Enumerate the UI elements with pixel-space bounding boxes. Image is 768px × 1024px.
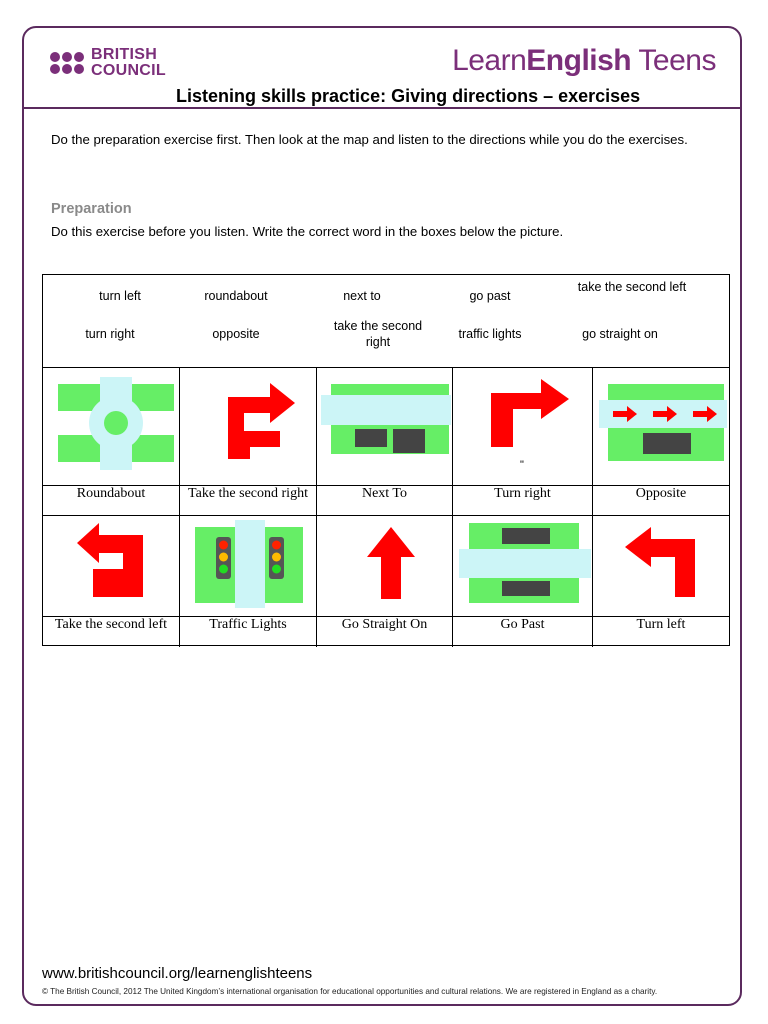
answer-label: Turn right: [494, 486, 551, 501]
answer-label: Turn left: [636, 617, 686, 632]
opposite-picture: [593, 367, 729, 485]
word-bank-item: go past: [469, 289, 511, 303]
intro-text: Do the preparation exercise first. Then look at the map and listen to the directions while you do the exercises.: [51, 132, 688, 147]
logo-dots-icon: [50, 52, 84, 74]
picture-cell-second-right: [180, 367, 317, 515]
row-divider: [43, 485, 729, 486]
word-bank-item: turn right: [85, 327, 135, 341]
answer-label: Take the second left: [54, 617, 168, 632]
word-bank-item: take the second right: [333, 319, 423, 349]
header-rule: [22, 107, 742, 109]
answer-label: Traffic Lights: [209, 617, 287, 632]
answer-label: Roundabout: [76, 486, 146, 501]
logo-line-2: COUNCIL: [91, 62, 166, 79]
page-title: Listening skills practice: Giving directions – exercises: [176, 86, 641, 106]
picture-cell-opposite: [593, 367, 729, 515]
answer-label: Opposite: [635, 486, 687, 501]
preparation-instruction: Do this exercise before you listen. Write the correct word in the boxes below the picture.: [51, 224, 564, 239]
logo-learn: Learn: [452, 44, 527, 77]
word-bank-item: next to: [343, 289, 381, 303]
second-right-arrow-picture: [180, 367, 317, 485]
picture-cell-next-to: [317, 367, 453, 515]
picture-cell-turn-right: [453, 367, 593, 515]
picture-cell-traffic-lights: [180, 515, 317, 647]
answer-label: Go Straight On: [341, 617, 428, 632]
word-bank-item: go straight on: [582, 327, 658, 341]
footer-copyright: © The British Council, 2012 The United Kingdom’s international organisation for educational opportunities and cultural relations. We are registered in England as a charity.: [42, 987, 658, 996]
picture-cell-turn-left: [593, 515, 729, 647]
word-bank-item: opposite: [212, 327, 260, 341]
british-council-logo: [50, 45, 166, 81]
word-bank-item: turn left: [99, 289, 141, 303]
answer-label: Take the second right: [188, 486, 308, 501]
word-bank-item: take the second left: [577, 280, 687, 294]
word-bank-item: traffic lights: [458, 327, 522, 341]
exercise-table: [42, 274, 730, 646]
second-left-arrow-picture: [43, 515, 180, 616]
preparation-heading: Preparation: [51, 201, 132, 217]
learnenglish-teens-logo: [452, 44, 716, 78]
logo-line-1: BRITISH: [91, 46, 158, 63]
turn-left-arrow-picture: [593, 515, 729, 616]
row-divider: [43, 616, 729, 617]
roundabout-picture: [43, 367, 180, 485]
word-bank: [43, 275, 729, 368]
go-past-picture: [453, 515, 593, 616]
picture-cell-roundabout: [43, 367, 180, 515]
traffic-lights-picture: [180, 515, 317, 616]
logo-english: English: [526, 44, 632, 77]
answer-label: Go Past: [500, 617, 545, 632]
next-to-picture: [317, 367, 453, 485]
picture-cell-second-left: [43, 515, 180, 647]
picture-cell-go-past: [453, 515, 593, 647]
picture-cell-straight-on: [317, 515, 453, 647]
word-bank-item: roundabout: [204, 289, 268, 303]
stray-mark: ": [520, 459, 524, 471]
answer-label: Next To: [361, 486, 408, 501]
straight-on-arrow-picture: [317, 515, 453, 616]
footer-url-link[interactable]: www.britishcouncil.org/learnenglishteens: [42, 965, 313, 982]
logo-teens: Teens: [631, 44, 716, 77]
